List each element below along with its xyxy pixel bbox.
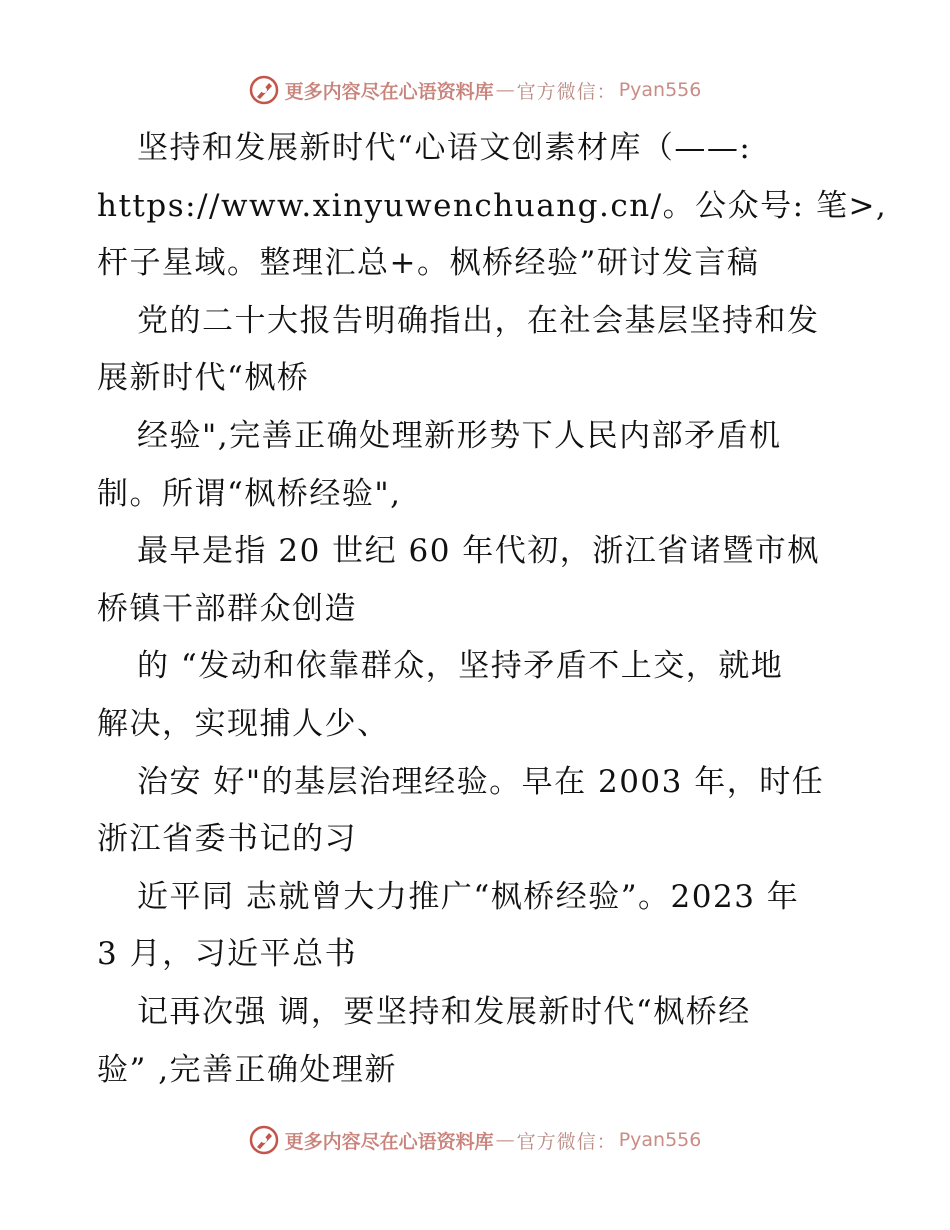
footer-watermark-banner (0, 1120, 950, 1160)
text-line: https://www.xinyuwenchuang.cn/。公众号: 笔>, (97, 187, 888, 224)
banner-main-text: 更多内容尽在心语资料库 (284, 80, 494, 103)
banner-main-text: 更多内容尽在心语资料库 (284, 1130, 494, 1153)
text-line: 杆子星域。整理汇总+。枫桥经验”研讨发言稿 (97, 245, 760, 282)
text-line: 浙江省委书记的习 (97, 821, 357, 858)
pen-logo-icon (249, 75, 279, 105)
pen-logo-icon (249, 1125, 279, 1155)
document-body (97, 120, 888, 1099)
banner-wechat-label: 官方微信： (516, 80, 617, 103)
banner-wechat-id: Pyan556 (618, 79, 702, 101)
header-watermark-banner (0, 70, 950, 110)
text-line: 3 月，习近平总书 (97, 936, 358, 973)
text-line: 桥镇干部群众创造 (97, 590, 357, 627)
text-line: 展新时代“枫桥 (97, 360, 310, 397)
text-line: 制。所谓“枫桥经验", (97, 475, 402, 512)
banner-dash: — (495, 79, 515, 101)
text-line: 治安 好"的基层治理经验。早在 2003 年，时任 (137, 763, 825, 800)
text-line: 验” ,完善正确处理新 (97, 1051, 398, 1088)
banner-wechat-id: Pyan556 (618, 1129, 702, 1151)
text-line: 解决，实现捕人少、 (97, 705, 390, 742)
text-line: 近平同 志就曾大力推广“枫桥经验”。2023 年 (137, 878, 800, 915)
text-line: 最早是指 20 世纪 60 年代初，浙江省诸暨市枫 (137, 533, 820, 570)
text-line: 经验",完善正确处理新形势下人民内部矛盾机 (137, 417, 782, 454)
text-line: 的 “发动和依靠群众，坚持矛盾不上交，就地 (137, 648, 784, 685)
text-line: 坚持和发展新时代“心语文创素材库（——: (137, 130, 752, 166)
banner-dash: — (495, 1129, 515, 1151)
text-line: 记再次强 调，要坚持和发展新时代“枫桥经 (137, 993, 751, 1030)
banner-wechat-label: 官方微信： (516, 1130, 617, 1153)
text-line: 党的二十大报告明确指出，在社会基层坚持和发 (137, 302, 820, 339)
